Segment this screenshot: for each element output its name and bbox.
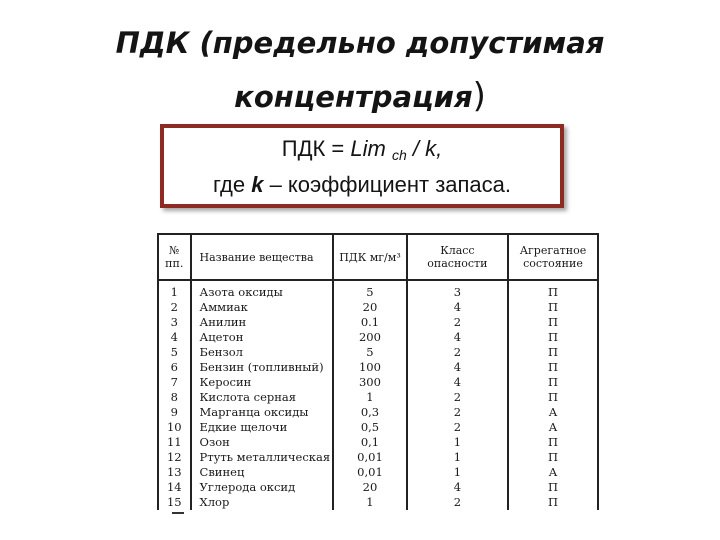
cell-state: П (508, 480, 598, 495)
cell-number: 13 (158, 465, 191, 480)
formula-where: где (212, 172, 252, 197)
cell-hazard-class: 1 (407, 450, 508, 465)
cell-hazard-class: 2 (407, 390, 508, 405)
cell-hazard-class: 4 (407, 480, 508, 495)
cell-name: Марганца оксиды (191, 405, 334, 420)
table-header (158, 234, 598, 280)
cell-pdk: 5 (333, 345, 407, 360)
cell-pdk: 0.1 (333, 315, 407, 330)
header-name: Название вещества (191, 234, 334, 280)
formula-box (160, 124, 564, 208)
cell-name: Азота оксиды (191, 280, 334, 300)
cell-state: П (508, 280, 598, 300)
cell-name: Хлор (191, 495, 334, 510)
cell-state: П (508, 345, 598, 360)
cell-state: П (508, 315, 598, 330)
cell-name: Кислота серная (191, 390, 334, 405)
table-row (158, 495, 598, 510)
cell-name: Анилин (191, 315, 334, 330)
cell-state: П (508, 360, 598, 375)
cell-name: Озон (191, 435, 334, 450)
table-row (158, 330, 598, 345)
table-body (158, 280, 598, 510)
table-row (158, 360, 598, 375)
cell-hazard-class: 4 (407, 360, 508, 375)
formula-line (164, 134, 560, 170)
formula-lhs: ПДК = (281, 136, 351, 161)
cell-number: 11 (158, 435, 191, 450)
cell-number: 7 (158, 375, 191, 390)
cell-pdk: 1 (333, 495, 407, 510)
cell-number: 12 (158, 450, 191, 465)
table-row (158, 405, 598, 420)
table-row (158, 315, 598, 330)
cell-hazard-class: 2 (407, 315, 508, 330)
formula-k: k (251, 172, 264, 197)
formula-subscript: ch (391, 147, 407, 163)
formula-desc: – коэффициент запаса. (263, 172, 512, 197)
cell-number: 8 (158, 390, 191, 405)
table-row (158, 480, 598, 495)
table-row (158, 450, 598, 465)
slide-title-line-2 (0, 76, 720, 116)
cell-state: П (508, 330, 598, 345)
cell-pdk: 20 (333, 300, 407, 315)
cell-name: Керосин (191, 375, 334, 390)
cell-number: 2 (158, 300, 191, 315)
cell-number: 10 (158, 420, 191, 435)
divider (172, 512, 184, 514)
cell-pdk: 100 (333, 360, 407, 375)
cell-state: А (508, 465, 598, 480)
cell-state: П (508, 495, 598, 510)
cell-name: Едкие щелочи (191, 420, 334, 435)
cell-name: Бензин (топливный) (191, 360, 334, 375)
header-state: Агрегатное состояние (508, 234, 598, 280)
cell-hazard-class: 4 (407, 375, 508, 390)
table-row (158, 375, 598, 390)
cell-name: Углерода оксид (191, 480, 334, 495)
header-hazard-class: Класс опасности (407, 234, 508, 280)
cell-name: Свинец (191, 465, 334, 480)
table-row (158, 390, 598, 405)
cell-state: А (508, 420, 598, 435)
cell-number: 9 (158, 405, 191, 420)
cell-pdk: 300 (333, 375, 407, 390)
cell-pdk: 5 (333, 280, 407, 300)
cell-hazard-class: 1 (407, 465, 508, 480)
header-number: № пп. (158, 234, 191, 280)
cell-name: Ацетон (191, 330, 334, 345)
cell-name: Ртуть металлическая (191, 450, 334, 465)
cell-hazard-class: 4 (407, 330, 508, 345)
formula-lim: Lim (350, 136, 386, 161)
cell-state: П (508, 450, 598, 465)
table-row (158, 420, 598, 435)
cell-name: Бензол (191, 345, 334, 360)
cell-hazard-class: 1 (407, 435, 508, 450)
cell-number: 14 (158, 480, 191, 495)
slide-title-word: концентрация (234, 80, 473, 114)
cell-number: 3 (158, 315, 191, 330)
cell-pdk: 0,1 (333, 435, 407, 450)
cell-number: 4 (158, 330, 191, 345)
cell-state: П (508, 435, 598, 450)
substances-table (157, 233, 599, 510)
cell-hazard-class: 2 (407, 345, 508, 360)
cell-hazard-class: 2 (407, 495, 508, 510)
cell-pdk: 0,3 (333, 405, 407, 420)
cell-name: Аммиак (191, 300, 334, 315)
cell-hazard-class: 3 (407, 280, 508, 300)
cell-state: П (508, 390, 598, 405)
header-pdk: ПДК мг/м³ (333, 234, 407, 280)
cell-number: 5 (158, 345, 191, 360)
table-row (158, 345, 598, 360)
cell-number: 6 (158, 360, 191, 375)
cell-number: 15 (158, 495, 191, 510)
cell-state: П (508, 300, 598, 315)
cell-pdk: 0,01 (333, 465, 407, 480)
cell-hazard-class: 2 (407, 405, 508, 420)
cell-pdk: 0,01 (333, 450, 407, 465)
cell-number: 1 (158, 280, 191, 300)
cell-state: П (508, 375, 598, 390)
table-row (158, 280, 598, 300)
cell-pdk: 0,5 (333, 420, 407, 435)
cell-hazard-class: 4 (407, 300, 508, 315)
cell-pdk: 1 (333, 390, 407, 405)
cell-state: А (508, 405, 598, 420)
cell-pdk: 20 (333, 480, 407, 495)
formula-explanation (164, 170, 560, 200)
closing-paren: ) (472, 76, 486, 116)
table-row (158, 300, 598, 315)
cell-pdk: 200 (333, 330, 407, 345)
table-row (158, 435, 598, 450)
slide-title-line-1: ПДК (предельно допустимая (115, 26, 605, 60)
cell-hazard-class: 2 (407, 420, 508, 435)
table-row (158, 465, 598, 480)
formula-rhs: / k, (406, 136, 443, 161)
